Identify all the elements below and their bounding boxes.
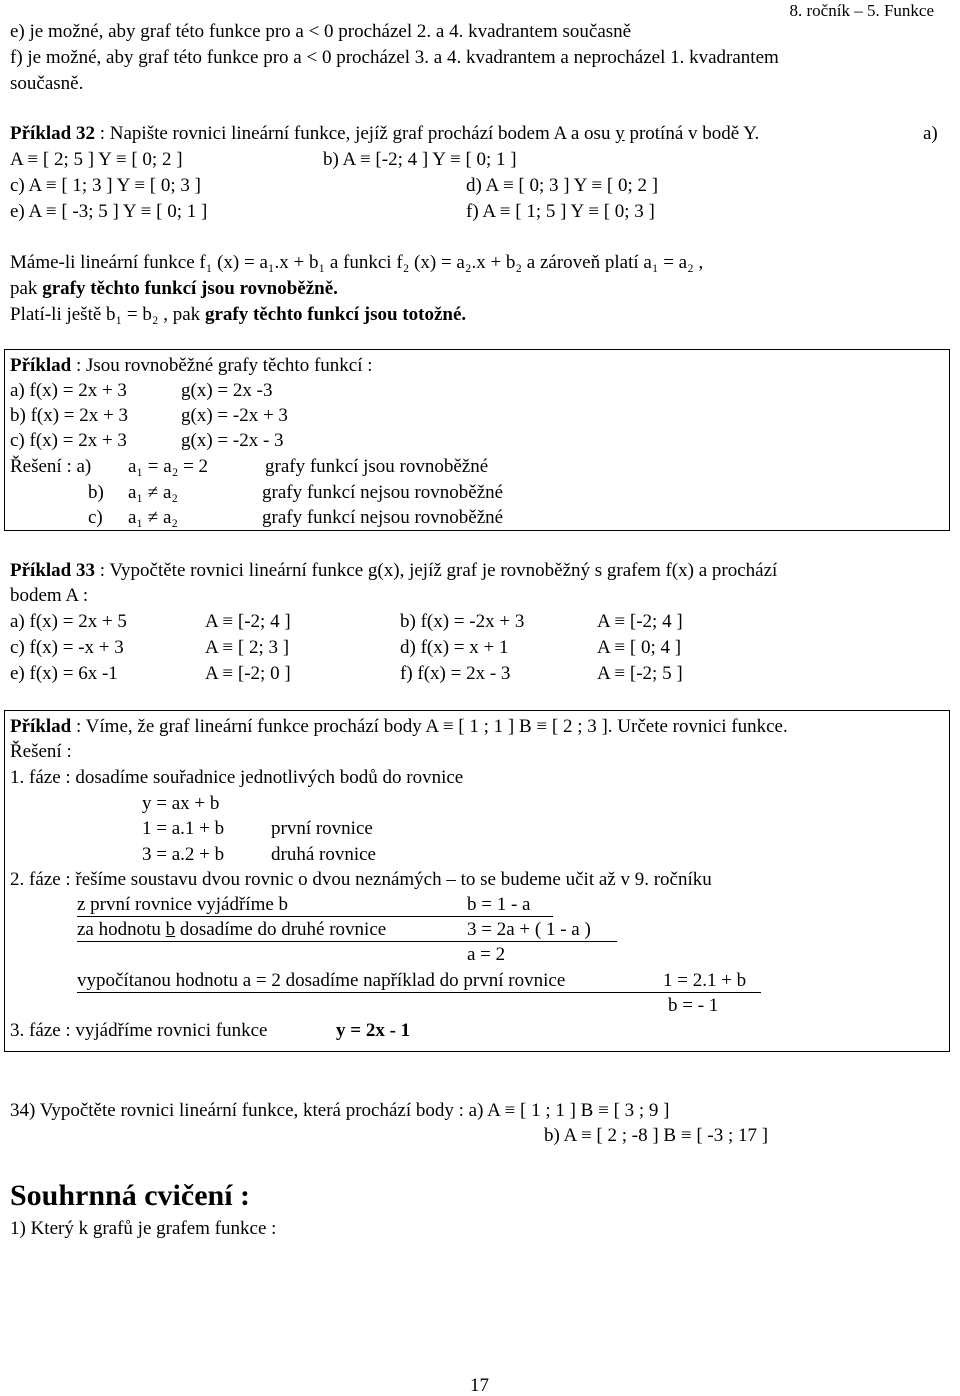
theory-line1: Máme-li lineární funkce f₁ (x) = a₁.x + b₁ a funkci f₂ (x) = a₂.x + b₂ a zároveň platí a₁ = a₂ , <box>10 252 704 273</box>
ex33-r1c4: A ≡ [-2; 4 ] <box>597 611 683 632</box>
ex33-r3c4: A ≡ [-2; 5 ] <box>597 663 683 684</box>
intro-f-cont: současně. <box>10 73 84 94</box>
ex33-r2c1: c) f(x) = -x + 3 <box>10 637 124 658</box>
theory-line3-b: grafy těchto funkcí jsou totožné. <box>204 304 467 325</box>
box2-title <box>10 717 788 736</box>
box2-step1-underline <box>77 916 553 917</box>
example-parallel-box <box>4 349 950 531</box>
ex33-r1c1: a) f(x) = 2x + 5 <box>10 611 127 632</box>
box1-sol-b-label: b) <box>88 482 104 503</box>
box1-sol-b: a₁ ≠ a₂ <box>128 482 179 503</box>
box2-phase2: 2. fáze : řešíme soustavu dvou rovnic o dvou neznámých – to se budeme učit až v 9. ročníku <box>10 869 712 890</box>
box2-step2-a: za hodnotu <box>77 919 166 940</box>
box1-solution-label: Řešení : a) <box>10 456 92 477</box>
box2-eq1: 1 = a.1 + b <box>142 818 225 839</box>
page-header: 8. ročník – 5. Funkce <box>789 1 934 20</box>
ex32-row3-right: f) A ≡ [ 1; 5 ] Y ≡ [ 0; 3 ] <box>466 201 655 222</box>
ex32-y: y <box>615 123 625 144</box>
box1-a-f: a) f(x) = 2x + 3 <box>10 380 127 401</box>
box2-phase3-result: y = 2x - 1 <box>336 1020 411 1041</box>
ex32-row1-left: A ≡ [ 2; 5 ] Y ≡ [ 0; 2 ] <box>10 149 183 170</box>
box1-c-f: c) f(x) = 2x + 3 <box>10 430 127 451</box>
theory-line2-a: pak <box>10 278 43 299</box>
box1-sol-a: a₁ = a₂ = 2 <box>128 456 209 477</box>
box1-c-g: g(x) = -2x - 3 <box>181 430 284 451</box>
ex33-text: : Vypočtěte rovnici lineární funkce g(x), jejíž graf je rovnoběžný s grafem f(x) a prochází <box>94 560 778 581</box>
box2-title-text: : Víme, že graf lineární funkce prochází body A ≡ [ 1 ; 1 ] B ≡ [ 2 ; 3 ]. Určete rovnici funkce. <box>71 716 788 737</box>
box2-step2-underline <box>77 941 617 942</box>
box2-step1: z první rovnice vyjádříme b <box>77 894 289 915</box>
box2-step2-c: dosadíme do druhé rovnice <box>175 919 387 940</box>
theory-line2-b: grafy těchto funkcí jsou rovnoběžně. <box>42 278 338 299</box>
ex32-row2-right: d) A ≡ [ 0; 3 ] Y ≡ [ 0; 2 ] <box>466 175 659 196</box>
box2-step3-result: a = 2 <box>467 944 506 965</box>
ex32-row3-left: e) A ≡ [ -3; 5 ] Y ≡ [ 0; 1 ] <box>10 201 208 222</box>
theory-line2 <box>10 279 338 298</box>
ex33-r2c4: A ≡ [ 0; 4 ] <box>597 637 682 658</box>
box2-solution: Řešení : <box>10 741 72 762</box>
box1-b-g: g(x) = -2x + 3 <box>181 405 288 426</box>
ex33-r1c3: b) f(x) = -2x + 3 <box>400 611 525 632</box>
box1-title <box>10 356 373 375</box>
theory-line3-a: Platí-li ještě b₁ = b₂ , pak <box>10 304 205 325</box>
ex33-r1c2: A ≡ [-2; 4 ] <box>205 611 291 632</box>
ex32-text2: protíná v bodě Y. <box>624 123 760 144</box>
theory-line3 <box>10 305 466 324</box>
ex34-line1: 34) Vypočtěte rovnici lineární funkce, která prochází body : a) A ≡ [ 1 ; 1 ] B ≡ [ 3 ; 9 ] <box>10 1100 670 1121</box>
box2-step2 <box>77 920 386 939</box>
ex34-line2: b) A ≡ [ 2 ; -8 ] B ≡ [ -3 ; 17 ] <box>544 1125 769 1146</box>
box1-sol-c: a₁ ≠ a₂ <box>128 507 179 528</box>
box2-phase1: 1. fáze : dosadíme souřadnice jednotlivých bodů do rovnice <box>10 767 464 788</box>
box2-step4-result: 1 = 2.1 + b <box>663 970 747 991</box>
ex32-heading <box>10 124 759 143</box>
box2-title-bold: Příklad <box>10 716 72 737</box>
box1-sol-c-label: c) <box>88 507 103 528</box>
box2-eq0: y = ax + b <box>142 793 220 814</box>
ex33-heading <box>10 561 777 580</box>
box1-sol-b-text: grafy funkcí nejsou rovnoběžné <box>262 482 504 503</box>
ex32-row2-left: c) A ≡ [ 1; 3 ] Y ≡ [ 0; 3 ] <box>10 175 201 196</box>
ex33-r2c3: d) f(x) = x + 1 <box>400 637 509 658</box>
intro-f: f) je možné, aby graf této funkce pro a < 0 procházel 3. a 4. kvadrantem a neprocházel 1. kvadrantem <box>10 47 779 68</box>
ex33-r2c2: A ≡ [ 2; 3 ] <box>205 637 290 658</box>
ex33-text2: bodem A : <box>10 585 89 606</box>
box1-a-g: g(x) = 2x -3 <box>181 380 273 401</box>
box2-phase3: 3. fáze : vyjádříme rovnici funkce <box>10 1020 268 1041</box>
box2-step4-underline <box>77 992 761 993</box>
ex32-a-label: a) <box>923 123 938 144</box>
ex33-r3c2: A ≡ [-2; 0 ] <box>205 663 291 684</box>
summary-title: Souhrnná cvičení : <box>10 1179 251 1212</box>
page-number: 17 <box>470 1375 489 1396</box>
ex32-label: Příklad 32 <box>10 123 95 144</box>
box2-eq1-text: první rovnice <box>271 818 373 839</box>
ex33-r3c1: e) f(x) = 6x -1 <box>10 663 118 684</box>
box1-b-f: b) f(x) = 2x + 3 <box>10 405 128 426</box>
box2-step1-result: b = 1 - a <box>467 894 531 915</box>
box2-step4: vypočítanou hodnotu a = 2 dosadíme například do první rovnice <box>77 970 566 991</box>
box2-step2-b: b <box>165 919 176 940</box>
box1-title-bold: Příklad <box>10 355 72 376</box>
box2-step5-result: b = - 1 <box>668 995 719 1016</box>
ex33-r3c3: f) f(x) = 2x - 3 <box>400 663 511 684</box>
summary-q1: 1) Který k grafů je grafem funkce : <box>10 1218 277 1239</box>
intro-e: e) je možné, aby graf této funkce pro a < 0 procházel 2. a 4. kvadrantem současně <box>10 21 632 42</box>
ex33-label: Příklad 33 <box>10 560 95 581</box>
ex32-text: : Napište rovnici lineární funkce, jejíž graf prochází bodem A a osu <box>94 123 616 144</box>
box1-title-text: : Jsou rovnoběžné grafy těchto funkcí : <box>71 355 373 376</box>
box2-eq2: 3 = a.2 + b <box>142 844 225 865</box>
box2-eq2-text: druhá rovnice <box>271 844 376 865</box>
box1-sol-c-text: grafy funkcí nejsou rovnoběžné <box>262 507 504 528</box>
box2-step2-result: 3 = 2a + ( 1 - a ) <box>467 919 591 940</box>
ex32-row1-right: b) A ≡ [-2; 4 ] Y ≡ [ 0; 1 ] <box>323 149 517 170</box>
box1-sol-a-text: grafy funkcí jsou rovnoběžné <box>265 456 489 477</box>
